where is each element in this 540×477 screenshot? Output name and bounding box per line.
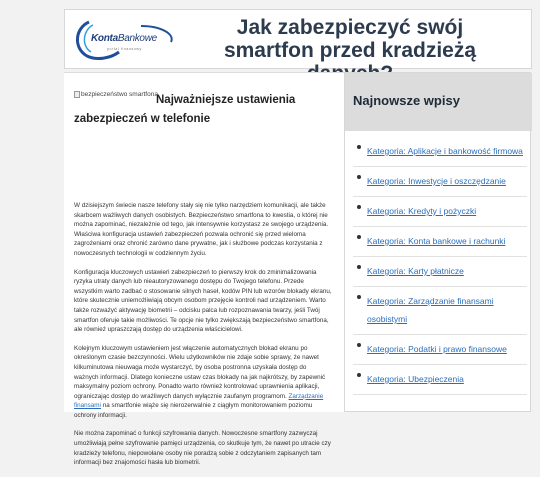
- list-item: [353, 259, 527, 287]
- bullet-icon: [357, 145, 361, 149]
- bullet-icon: [357, 205, 361, 209]
- logo-brand-text: KontaBankowe: [91, 33, 157, 44]
- category-link[interactable]: Kategoria: Inwestycje i oszczędzanie: [367, 176, 506, 186]
- post-title-line2: zabezpieczeń w telefonie: [74, 113, 211, 125]
- bullet-icon: [357, 373, 361, 377]
- article-body: [74, 201, 332, 477]
- paragraph: Konfiguracja kluczowych ustawień zabezpieczeń to pierwszy krok do zminimalizowania ryzyka utraty danych lub nieautoryzowanego dostępu do Twojego telefonu. Przede wszystkim warto zadbać o stosowanie silnych haseł, kodów PIN lub wzorów blokady ekranu, które skutecznie uniemożliwiają obcym osobom przejęcie kontroli nad urządzeniem. Warto także rozważyć aktywację biometrii – odcisku palca lub rozpoznawania twarzy, jeśli Twój smartfon oferuje takie możliwości. Te opcje nie tylko zwiększają bezpieczeństwo smartfona, ale również upraszczają dostęp do urządzenia właścicielowi.: [74, 268, 332, 334]
- post-image-alt: bezpieczeństwo smartfona: [81, 91, 158, 98]
- list-item: [353, 289, 527, 335]
- article-content: [64, 72, 344, 467]
- list-item: [353, 337, 527, 365]
- list-item: [353, 169, 527, 197]
- paragraph: Nie można zapominać o funkcji szyfrowania danych. Nowoczesne smartfony zazwyczaj umożliwiają pełne szyfrowanie pamięci urządzenia, co skutkuje tym, że nawet po utracie czy kradzieży telefonu, niepowołane osoby nie poradzą sobie z odczytaniem zapisanych tam informacji bez znajomości hasła lub biometrii.: [74, 430, 331, 467]
- category-link[interactable]: Kategoria: Aplikacje i bankowość firmowa: [367, 146, 523, 156]
- paragraph: W dzisiejszym świecie nasze telefony stały się nie tylko narzędziem komunikacji, ale także skarbcem ważliwych danych osobistych. Bezpieczeństwo smartfona to kwestia, o której nie można zapominać, niezależnie od tego, jak intensywnie korzystasz ze swojego urządzenia. Właściwa konfiguracja ustawień zabezpieczeń pozwala ochronić się przed wieloma zagrożeniami oraz chronić zarówno dane prywatne, jak i służbowe podczas korzystania z nowoczesnych technologii w codziennym życiu.: [74, 202, 329, 257]
- list-item: [353, 367, 527, 395]
- broken-image-icon: [74, 91, 80, 98]
- logo-tagline: portal finansowy: [107, 47, 142, 51]
- bullet-icon: [357, 343, 361, 347]
- site-logo[interactable]: [71, 16, 181, 64]
- site-header: [64, 9, 532, 69]
- list-item: [353, 199, 527, 227]
- bullet-icon: [357, 175, 361, 179]
- category-link[interactable]: Kategoria: Ubezpieczenia: [367, 374, 464, 384]
- sidebar: [344, 72, 531, 412]
- finance-management-link[interactable]: Zarządzanie finansami: [74, 392, 324, 410]
- sidebar-title: Najnowsze wpisy: [353, 93, 460, 108]
- category-link[interactable]: Kategoria: Zarządzanie finansami osobistymi: [367, 296, 494, 324]
- list-item: [353, 229, 527, 257]
- recent-posts-list: [353, 139, 527, 397]
- list-item: [353, 139, 527, 167]
- category-link[interactable]: Kategoria: Kredyty i pożyczki: [367, 206, 477, 216]
- category-link[interactable]: Kategoria: Konta bankowe i rachunki: [367, 236, 506, 246]
- category-link[interactable]: Kategoria: Karty płatnicze: [367, 266, 464, 276]
- bullet-icon: [357, 235, 361, 239]
- sidebar-header: [345, 73, 532, 131]
- paragraph: Kolejnym kluczowym ustawieniem jest włączenie automatycznych blokad ekranu po określonym czasie bezczynności. Wielu użytkowników nie zdaje sobie sprawy, że nawet kilkuminutowa nieuwaga może wystarczyć, by osoba postronna uzyskała dostęp do ważnych informacji. Dlatego konieczne ustaw czas blokady na jak najkrótszy, by zapewnić maksymalny poziom ochrony. Ponadto warto również kontrolować uprawnienia aplikacji, ograniczając dostęp do wrażliwych danych wyłącznie zaufanym programom. Zarządzanie finansami na smartfonie wiąże się nierozerwalnie z ciągłym monitorowaniem poziomu ochrony informacji.: [74, 344, 326, 419]
- post-title-line1: Najważniejsze ustawienia: [156, 94, 296, 106]
- bullet-icon: [357, 265, 361, 269]
- bullet-icon: [357, 295, 361, 299]
- page-title: Jak zabezpieczyć swój smartfon przed kradzieżą: [223, 16, 477, 62]
- post-image: [74, 91, 158, 98]
- category-link[interactable]: Kategoria: Podatki i prawo finansowe: [367, 344, 507, 354]
